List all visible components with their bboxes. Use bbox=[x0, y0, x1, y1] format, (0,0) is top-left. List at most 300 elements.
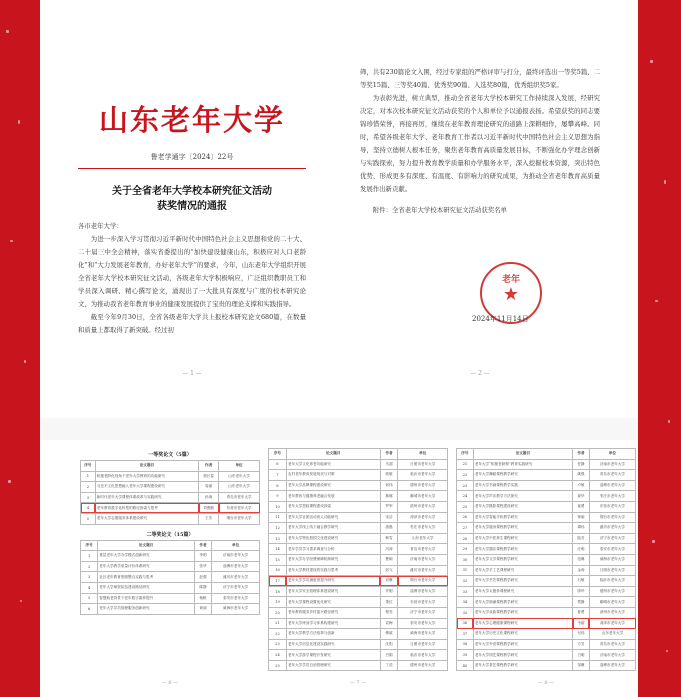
cell-unit: 泰安市老年大学 bbox=[589, 544, 635, 555]
cell-author: 白明 bbox=[573, 650, 590, 661]
cell-author: 任静 bbox=[573, 459, 590, 470]
cell-author: 王芳 bbox=[199, 513, 219, 524]
cell-author: 谭伟 bbox=[573, 523, 590, 534]
table-row bbox=[269, 639, 448, 650]
table-row bbox=[81, 561, 260, 572]
cell-seq: 14 bbox=[269, 544, 287, 555]
cell-author: 范琳 bbox=[573, 554, 590, 565]
cell-unit: 济宁市老年大学 bbox=[212, 582, 260, 593]
cell-unit: 山东老年大学 bbox=[398, 533, 448, 544]
cell-unit: 淄博市老年大学 bbox=[398, 586, 448, 597]
cell-title: 老年大学安全管理体系建设研究 bbox=[286, 586, 380, 597]
page-one bbox=[58, 0, 326, 385]
cell-title: 老年大学教学质量评价体系研究 bbox=[98, 561, 195, 572]
cell-seq: 24 bbox=[457, 491, 474, 502]
table-row bbox=[269, 523, 448, 534]
cell-unit: 泰安市老年大学 bbox=[212, 593, 260, 604]
table-row bbox=[269, 544, 448, 555]
cell-author: 邹琳 bbox=[573, 660, 590, 671]
table-row bbox=[457, 597, 636, 608]
cell-unit: 山东老年大学 bbox=[219, 482, 260, 493]
cell-seq: 37 bbox=[457, 629, 474, 640]
cell-unit: 临沂市老年大学 bbox=[589, 576, 635, 587]
cell-title: 老年大学思政课程建设探索 bbox=[286, 501, 380, 512]
notice-title-line1: 关于全省老年大学校本研究征文活动 bbox=[112, 186, 272, 197]
cell-unit: 泰安市老年大学 bbox=[398, 618, 448, 629]
cell-title: 基层老年大学办学模式创新研究 bbox=[98, 551, 195, 562]
cell-author: 刘俊敏 bbox=[199, 503, 219, 514]
cell-author: 陈静 bbox=[194, 582, 211, 593]
cell-unit: 青岛市老年大学 bbox=[589, 470, 635, 481]
col-author: 作者 bbox=[380, 449, 398, 460]
second-prize-title: 二等奖论文（15篇） bbox=[146, 531, 194, 538]
cell-seq: 13 bbox=[269, 533, 287, 544]
cell-title: 老年大学线上线下融合教学研究 bbox=[286, 523, 380, 534]
cell-author: 金涛 bbox=[573, 565, 590, 576]
cell-unit: 聊城市老年大学 bbox=[398, 491, 448, 502]
table-row bbox=[269, 607, 448, 618]
cell-author: 沈阳 bbox=[380, 639, 398, 650]
cell-unit: 德州市老年大学 bbox=[398, 660, 448, 671]
cell-title: 老年大学品牌课程建设研究 bbox=[286, 480, 380, 491]
table-row bbox=[81, 582, 260, 593]
cell-unit: 济宁市老年大学 bbox=[589, 533, 635, 544]
cell-title: 老年大学“积极老龄观”教育实践研究 bbox=[473, 459, 572, 470]
cell-author: 马超 bbox=[380, 459, 398, 470]
cell-seq: 23 bbox=[457, 480, 474, 491]
cell-title: 老年教育数字化转型的路径探索与思考 bbox=[95, 503, 198, 514]
cell-title: 老年大学志愿服务体系建设研究 bbox=[95, 513, 198, 524]
cell-title: 老年大学摄影课程建设研究 bbox=[473, 501, 572, 512]
table-row bbox=[457, 607, 636, 618]
cell-unit: 德州市老年大学 bbox=[398, 480, 448, 491]
col-author: 作者 bbox=[573, 449, 590, 460]
cell-author: 林娜 bbox=[380, 491, 398, 502]
page-two bbox=[346, 0, 614, 385]
cell-unit: 济南市老年大学 bbox=[398, 554, 448, 565]
cell-author: 程亮 bbox=[380, 607, 398, 618]
cell-unit: 日照市老年大学 bbox=[398, 459, 448, 470]
col-author: 作者 bbox=[194, 540, 211, 551]
cell-seq: 7 bbox=[269, 470, 287, 481]
page-number-4: — 7 — bbox=[349, 680, 367, 686]
paragraph-1: 为进一步深入学习贯彻习近平新时代中国特色社会主义思想和党的二十大、二十届三中全会精神，落实省委提出的“加快建设健康山东，积极应对人口老龄化”和“大力发展老年教育，办好老年大学”的要求，今年，山东老年大学组织开展全省老年大学校本研究征文活动，各级老年大学积极响应，广泛组织教职员工和学员深入调研、精心撰写论文，涌现出了一大批具有深度与广度的校本研究论文，为推动我省老年教育事业的健康发展提供了宝贵的理论支撑和实践指导。 bbox=[78, 235, 306, 308]
first-prize-table bbox=[80, 460, 260, 525]
cell-seq: 29 bbox=[457, 544, 474, 555]
cell-author: 卢敏 bbox=[573, 480, 590, 491]
cell-seq: 38 bbox=[457, 639, 474, 650]
cell-seq: 5 bbox=[81, 593, 98, 604]
cell-author: 方芳 bbox=[573, 639, 590, 650]
cell-seq: 16 bbox=[269, 565, 287, 576]
cell-title: 老年大学教材建设的实践与思考 bbox=[286, 565, 380, 576]
cell-title: 习近平文化思想融入老年大学课程建设研究 bbox=[95, 482, 198, 493]
cell-seq: 2 bbox=[81, 482, 96, 493]
cell-unit: 滨州市老年大学 bbox=[398, 501, 448, 512]
cell-seq: 25 bbox=[457, 501, 474, 512]
cell-seq: 22 bbox=[269, 629, 287, 640]
cell-unit: 淄博市老年大学 bbox=[212, 561, 260, 572]
cell-author: 夏勇 bbox=[573, 607, 590, 618]
table-row bbox=[81, 551, 260, 562]
cell-seq: 34 bbox=[457, 597, 474, 608]
table-row bbox=[269, 597, 448, 608]
cell-author: 姜华 bbox=[573, 491, 590, 502]
cell-author: 孙涛 bbox=[199, 492, 219, 503]
seal-star-icon: ★ bbox=[502, 284, 520, 305]
cell-unit: 临沂市老年大学 bbox=[398, 650, 448, 661]
cell-title: 老年大学游学课程开发研究 bbox=[286, 650, 380, 661]
cell-unit: 山东老年大学 bbox=[589, 629, 635, 640]
page-number-5: — 8 — bbox=[537, 680, 555, 686]
cell-title: 老年大学学员管理服务创新研究 bbox=[98, 604, 195, 615]
cell-seq: 25 bbox=[269, 660, 287, 671]
table-row bbox=[457, 501, 636, 512]
cell-author: 曹颖 bbox=[380, 554, 398, 565]
cell-title: 老年大学教学方法改革与创新 bbox=[286, 629, 380, 640]
cell-seq: 26 bbox=[457, 512, 474, 523]
cell-unit: 潍坊市老年大学 bbox=[589, 523, 635, 534]
table-row bbox=[269, 650, 448, 661]
table-row bbox=[457, 629, 636, 640]
cell-unit: 青岛市老年大学 bbox=[589, 639, 635, 650]
table-row bbox=[269, 459, 448, 470]
table-row bbox=[269, 533, 448, 544]
cell-seq: 35 bbox=[457, 607, 474, 618]
cell-title: 老年学员学习需求调查与分析 bbox=[286, 544, 380, 555]
table-row bbox=[457, 544, 636, 555]
cell-unit: 烟台市老年大学 bbox=[589, 512, 635, 523]
cell-seq: 6 bbox=[269, 459, 287, 470]
cell-unit: 烟台市老年大学 bbox=[398, 576, 448, 587]
table-row bbox=[269, 480, 448, 491]
col-seq: 序号 bbox=[81, 540, 98, 551]
cell-unit: 日照市老年大学 bbox=[589, 565, 635, 576]
table-row bbox=[269, 660, 448, 671]
cell-seq: 27 bbox=[457, 523, 474, 534]
table-row bbox=[457, 533, 636, 544]
page-number-2: — 2 — bbox=[470, 370, 490, 377]
cell-title: 老年大学终身学习体系构建研究 bbox=[286, 618, 380, 629]
table-row bbox=[457, 565, 636, 576]
page-one-body bbox=[78, 220, 306, 337]
cell-author: 张华 bbox=[194, 561, 211, 572]
table-row bbox=[269, 512, 448, 523]
cell-unit: 临沂市老年大学 bbox=[398, 470, 448, 481]
cell-author: 崔勇 bbox=[573, 501, 590, 512]
page-number-3: — 6 — bbox=[161, 680, 179, 686]
cell-title: 老年大学外语课程教学研究 bbox=[473, 639, 572, 650]
cell-seq: 10 bbox=[269, 501, 287, 512]
cell-seq: 11 bbox=[269, 512, 287, 523]
table-row bbox=[269, 491, 448, 502]
cell-seq: 9 bbox=[269, 491, 287, 502]
cell-title: 老年大学舞蹈课程教学研究 bbox=[473, 470, 572, 481]
cell-author: 萧红 bbox=[380, 597, 398, 608]
cell-title: 老年大学手工艺课程研究 bbox=[473, 565, 572, 576]
cell-unit: 淄博市老年大学 bbox=[589, 660, 635, 671]
cell-unit: 潍坊市老年大学 bbox=[398, 565, 448, 576]
cell-title: 老年大学声乐教学方法探究 bbox=[473, 491, 572, 502]
cell-author: 罗军 bbox=[380, 501, 398, 512]
cell-author: 黄丽 bbox=[194, 604, 211, 615]
page-three-table bbox=[268, 448, 448, 671]
cell-title: 老年大学信息化建设实践研究 bbox=[286, 639, 380, 650]
cell-unit: 东营市老年大学 bbox=[398, 597, 448, 608]
table-row bbox=[457, 639, 636, 650]
cell-title: 老年大学朗诵课程教学研究 bbox=[473, 597, 572, 608]
table-row bbox=[269, 576, 448, 587]
cell-unit: 东营市老年大学 bbox=[589, 501, 635, 512]
table-page-three bbox=[456, 448, 636, 688]
col-unit: 单位 bbox=[589, 449, 635, 460]
page-four-table bbox=[456, 448, 636, 671]
table-row bbox=[457, 523, 636, 534]
second-prize-table bbox=[80, 540, 260, 615]
cell-title: 农村老年教育发展现状与对策 bbox=[286, 470, 380, 481]
cell-unit: 枣庄市老年大学 bbox=[398, 523, 448, 534]
cell-seq: 4 bbox=[81, 582, 98, 593]
table-row bbox=[457, 459, 636, 470]
cell-seq: 31 bbox=[457, 565, 474, 576]
cell-title: 老年大学办学经费保障机制研究 bbox=[286, 554, 380, 565]
cell-author: 廖华 bbox=[573, 586, 590, 597]
cell-seq: 2 bbox=[81, 561, 98, 572]
table-row bbox=[457, 554, 636, 565]
cell-seq: 6 bbox=[81, 604, 98, 615]
cell-seq: 39 bbox=[457, 650, 474, 661]
cell-seq: 32 bbox=[457, 576, 474, 587]
document-number: 鲁老学通字〔2024〕22号 bbox=[150, 153, 234, 161]
table-row bbox=[457, 618, 636, 629]
cell-seq: 17 bbox=[269, 576, 287, 587]
cell-title: 老年大学智能手机教学研究 bbox=[473, 512, 572, 523]
cell-title: 老年大学社团活动育人功能研究 bbox=[286, 512, 380, 523]
cell-title: 老年大学烹饪课程教学研究 bbox=[473, 576, 572, 587]
cell-title: 老年大学戏曲课程教学研究 bbox=[473, 607, 572, 618]
col-title: 论文题目 bbox=[95, 461, 198, 472]
cell-title: 老年大学学员满意度提升研究 bbox=[286, 576, 380, 587]
cell-seq: 18 bbox=[269, 586, 287, 597]
cell-seq: 20 bbox=[269, 607, 287, 618]
cell-title: 老年大学中医养生课程研究 bbox=[473, 533, 572, 544]
table-row bbox=[269, 618, 448, 629]
col-unit: 单位 bbox=[398, 449, 448, 460]
cell-author: 韩雪 bbox=[380, 533, 398, 544]
table-row bbox=[457, 480, 636, 491]
cell-author: 彭飞 bbox=[380, 565, 398, 576]
col-unit: 单位 bbox=[212, 540, 260, 551]
cell-unit: 菏泽市老年大学 bbox=[589, 618, 635, 629]
cell-seq: 28 bbox=[457, 533, 474, 544]
cell-author: 冯涛 bbox=[380, 544, 398, 555]
cell-unit: 潍坊市老年大学 bbox=[212, 572, 260, 583]
table-row bbox=[269, 501, 448, 512]
cell-author: 唐磊 bbox=[380, 523, 398, 534]
col-seq: 序号 bbox=[269, 449, 287, 460]
cell-unit: 东营市老年大学 bbox=[219, 503, 260, 514]
col-title: 论文题目 bbox=[473, 449, 572, 460]
cell-title: 老年大学器乐课程教学研究 bbox=[473, 544, 572, 555]
salutation: 各市老年大学： bbox=[78, 222, 123, 230]
notice-title-line2: 获奖情况的通报 bbox=[157, 201, 227, 212]
cell-title: 智慧助老背景下老年数字素养提升 bbox=[98, 593, 195, 604]
cell-title: 老年大学历史文化课程研究 bbox=[473, 629, 572, 640]
cell-seq: 33 bbox=[457, 586, 474, 597]
table-row bbox=[457, 576, 636, 587]
paragraph-2: 截至今年9月30日，全省各级老年大学共上报校本研究论文680篇，在数量和质量上都取得了新突破。经过初 bbox=[78, 313, 306, 334]
red-rule bbox=[78, 168, 306, 169]
cell-title: 老年大学课程设置优化研究 bbox=[286, 597, 380, 608]
cell-unit: 威海市老年大学 bbox=[398, 629, 448, 640]
cell-unit: 济南市老年大学 bbox=[212, 551, 260, 562]
cell-author: 姚强 bbox=[573, 470, 590, 481]
table-row bbox=[457, 650, 636, 661]
first-prize-title: 一等奖论文（5篇） bbox=[148, 452, 192, 458]
cell-seq: 23 bbox=[269, 639, 287, 650]
col-title: 论文题目 bbox=[98, 540, 195, 551]
cell-unit: 烟台市老年大学 bbox=[219, 513, 260, 524]
table-row bbox=[269, 470, 448, 481]
cell-title: 老年大学园艺课程教学研究 bbox=[473, 650, 572, 661]
cell-unit: 德州市老年大学 bbox=[589, 586, 635, 597]
table-row bbox=[457, 512, 636, 523]
cell-unit: 青岛市老年大学 bbox=[398, 544, 448, 555]
cell-title: 老年大学心理健康课程研究 bbox=[473, 618, 572, 629]
cell-unit: 威海市老年大学 bbox=[212, 604, 260, 615]
table-row bbox=[269, 586, 448, 597]
cell-unit: 枣庄市老年大学 bbox=[589, 491, 635, 502]
cell-title: 新时代老年大学课程体系改革与实践研究 bbox=[95, 492, 198, 503]
cell-seq: 24 bbox=[269, 650, 287, 661]
cell-author: 傅斌 bbox=[380, 629, 398, 640]
cell-unit: 青岛市老年大学 bbox=[219, 492, 260, 503]
table-row bbox=[81, 482, 260, 493]
cell-author: 宋洁 bbox=[380, 512, 398, 523]
cell-author: 赵强 bbox=[194, 572, 211, 583]
university-title: 山东老年大学 bbox=[98, 103, 285, 137]
table-row bbox=[269, 554, 448, 565]
col-seq: 序号 bbox=[81, 461, 96, 472]
table-page-two bbox=[268, 448, 448, 688]
cell-author: 贾静 bbox=[573, 597, 590, 608]
table-row bbox=[269, 565, 448, 576]
cell-unit: 聊城市老年大学 bbox=[589, 597, 635, 608]
attachment-line: 附件：全省老年大学校本研究征文活动获奖名单 bbox=[372, 206, 507, 214]
table-row bbox=[81, 513, 260, 524]
col-unit: 单位 bbox=[219, 461, 260, 472]
cell-unit: 日照市老年大学 bbox=[398, 639, 448, 650]
cell-title: 老年大学茶艺课程教学研究 bbox=[473, 660, 572, 671]
cell-unit: 滨州市老年大学 bbox=[589, 607, 635, 618]
issue-date: 2024年11月14日 bbox=[472, 315, 529, 323]
cell-seq: 1 bbox=[81, 551, 98, 562]
cell-unit: 淄博市老年大学 bbox=[589, 480, 635, 491]
table-row bbox=[81, 503, 260, 514]
col-title: 论文题目 bbox=[286, 449, 380, 460]
cell-seq: 1 bbox=[81, 471, 96, 482]
cell-author: 邓琳 bbox=[380, 576, 398, 587]
cell-author: 何伟 bbox=[380, 480, 398, 491]
cell-title: 积极老龄化视角下老年大学教育的功能研究 bbox=[95, 471, 198, 482]
cell-title: 老年大学太极拳课程研究 bbox=[473, 586, 572, 597]
cell-author: 吕娟 bbox=[380, 650, 398, 661]
table-row bbox=[81, 604, 260, 615]
cell-seq: 21 bbox=[269, 618, 287, 629]
cell-title: 老年大学师资队伍建设路径研究 bbox=[98, 582, 195, 593]
cell-seq: 12 bbox=[269, 523, 287, 534]
table-page-one bbox=[80, 448, 260, 688]
table-row bbox=[81, 471, 260, 482]
cell-unit: 济宁市老年大学 bbox=[398, 607, 448, 618]
col-seq: 序号 bbox=[457, 449, 474, 460]
cell-author: 李明 bbox=[194, 551, 211, 562]
cell-author: 杨帆 bbox=[194, 593, 211, 604]
cell-seq: 4 bbox=[81, 503, 96, 514]
cell-title: 老年大学书画课程教学实践 bbox=[473, 480, 572, 491]
cell-title: 老年大学学员自治管理研究 bbox=[286, 660, 380, 671]
cell-unit: 济南市老年大学 bbox=[589, 650, 635, 661]
page-two-body bbox=[360, 66, 600, 217]
cell-title: 老年教育服务乡村振兴路径研究 bbox=[286, 607, 380, 618]
cell-seq: 3 bbox=[81, 572, 98, 583]
cell-seq: 36 bbox=[457, 618, 474, 629]
table-row bbox=[457, 491, 636, 502]
cell-author: 郭敏 bbox=[380, 470, 398, 481]
cell-seq: 3 bbox=[81, 492, 96, 503]
cell-author: 钟丽 bbox=[573, 512, 590, 523]
cell-seq: 30 bbox=[457, 554, 474, 565]
page-divider bbox=[40, 418, 638, 440]
cell-title: 老年大学健身课程教学研究 bbox=[473, 523, 572, 534]
cell-unit: 山东老年大学 bbox=[219, 471, 260, 482]
paragraph-3: 筛，共有230篇论文入围，经过专家组的严格评审与打分，最终评选出一等奖5篇、二等奖15篇、三等奖40篇、优秀奖90篇、入选奖80篇，优秀组织奖5家。 bbox=[360, 68, 600, 89]
table-row bbox=[81, 572, 260, 583]
cell-author: 付伟 bbox=[573, 629, 590, 640]
table-row bbox=[457, 470, 636, 481]
cell-seq: 8 bbox=[269, 480, 287, 491]
seal-text: 老年 bbox=[501, 275, 520, 285]
cell-seq: 40 bbox=[457, 660, 474, 671]
cell-seq: 22 bbox=[457, 470, 474, 481]
cell-author: 石敏 bbox=[573, 576, 590, 587]
cell-author: 韦丽 bbox=[573, 618, 590, 629]
table-row bbox=[457, 660, 636, 671]
cell-seq: 19 bbox=[269, 597, 287, 608]
cell-seq: 15 bbox=[269, 554, 287, 565]
cell-author: 许刚 bbox=[380, 586, 398, 597]
table-row bbox=[457, 586, 636, 597]
cell-author: 汪明 bbox=[573, 544, 590, 555]
col-author: 作者 bbox=[199, 461, 219, 472]
cell-author: 陆芳 bbox=[573, 533, 590, 544]
cell-seq: 21 bbox=[457, 459, 474, 470]
table-row bbox=[269, 629, 448, 640]
cell-unit: 威海市老年大学 bbox=[589, 554, 635, 565]
paragraph-4: 为表彰先进，树立典型，推动全省老年大学校本研究工作持续深入发展，经研究决定，对本次校本研究征文活动获奖的个人和单位予以通报表扬。希望获奖的同志要锦珍惜荣誉，再接再厉，继续在老年教育理论研究的道路上深耕细作，屡攀高峰。同时，希望各级老年大学、老年教育工作者以习近平新时代中国特色社会主义思想为指导，坚持立德树人根本任务，聚焦老年教育高质量发展目标，不断强化办学理念创新与实践探索，努力提升教育教学质量和办学服务水平，深入挖掘校本资源，突出特色优势，形成更多有深度、有温度、有影响力的研究成果，为推动全省老年教育高质量发展作出新贡献。 bbox=[360, 94, 600, 193]
page-number-1: — 1 — bbox=[182, 370, 202, 377]
cell-title: 老年大学文化养老功能研究 bbox=[286, 459, 380, 470]
cell-seq: 5 bbox=[81, 513, 96, 524]
cell-author: 袁梅 bbox=[380, 618, 398, 629]
cell-unit: 菏泽市老年大学 bbox=[398, 512, 448, 523]
table-row bbox=[81, 492, 260, 503]
cell-title: 老年大学特色校园文化建设研究 bbox=[286, 533, 380, 544]
cell-author: 周丽 bbox=[199, 482, 219, 493]
cell-author: 邢长春 bbox=[199, 471, 219, 482]
cell-unit: 济南市老年大学 bbox=[589, 459, 635, 470]
cell-title: 老年大学文学课程教学研究 bbox=[473, 554, 572, 565]
